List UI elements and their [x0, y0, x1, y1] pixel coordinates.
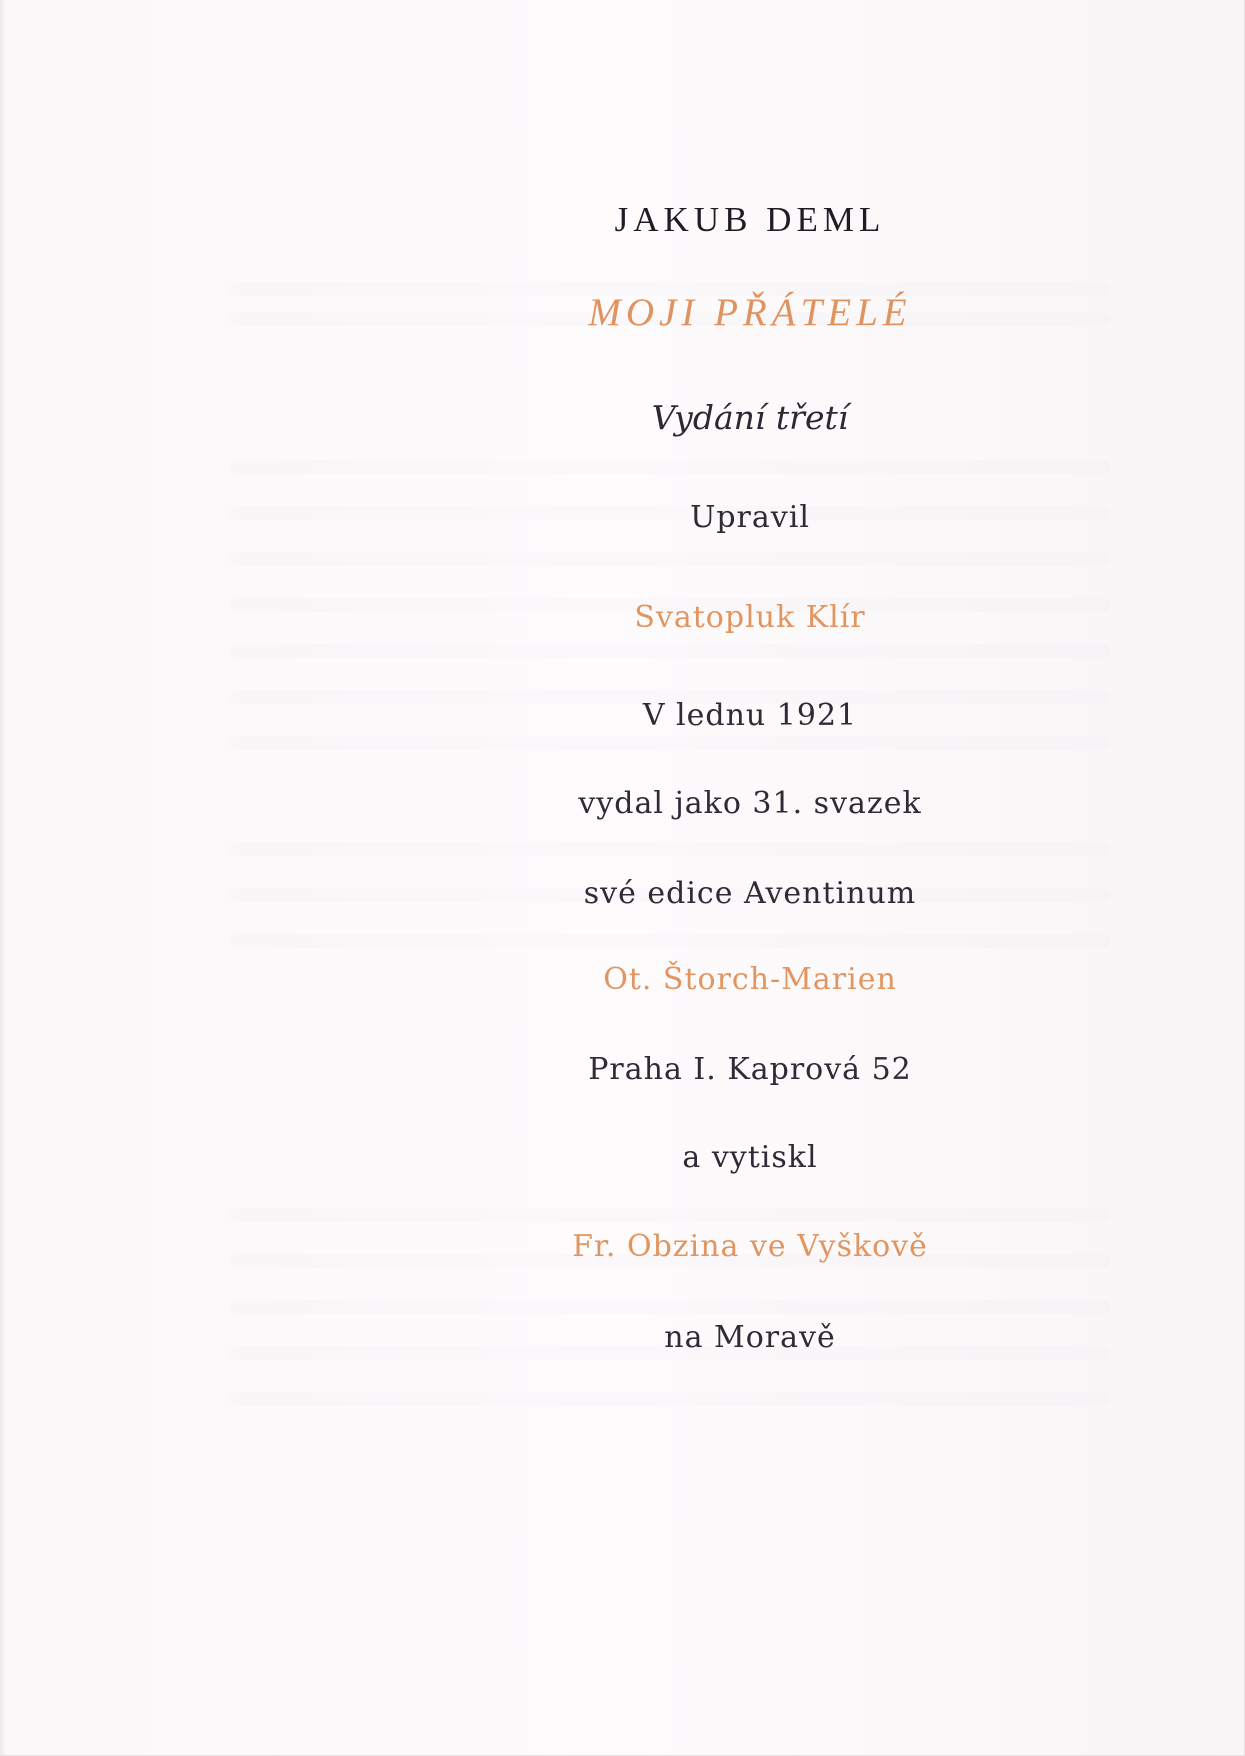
show-through-line — [230, 736, 1110, 750]
printer-name: Fr. Obzina ve Vyškově — [572, 1229, 928, 1264]
volume-number: vydal jako 31. svazek — [578, 786, 922, 821]
author-name: JAKUB DEML — [614, 200, 886, 239]
editor-name: Svatopluk Klír — [634, 600, 866, 635]
show-through-line — [230, 460, 1110, 474]
series-name: své edice Aventinum — [583, 876, 917, 911]
show-through-line — [230, 1392, 1110, 1406]
edited-by-label: Upravil — [690, 500, 810, 535]
show-through-line — [230, 1300, 1110, 1314]
printer-region: na Moravě — [664, 1320, 836, 1355]
show-through-line — [230, 1208, 1110, 1222]
printed-by-label: a vytiskl — [682, 1140, 818, 1175]
publisher-address: Praha I. Kaprová 52 — [588, 1052, 912, 1087]
edition-label: Vydání třetí — [651, 398, 849, 437]
book-title: MOJI PŘÁTELÉ — [588, 291, 912, 334]
show-through-line — [230, 934, 1110, 948]
publication-date: V lednu 1921 — [642, 698, 858, 733]
show-through-line — [230, 552, 1110, 566]
show-through-line — [230, 842, 1110, 856]
show-through-line — [230, 644, 1110, 658]
publisher-name: Ot. Štorch-Marien — [603, 962, 897, 997]
